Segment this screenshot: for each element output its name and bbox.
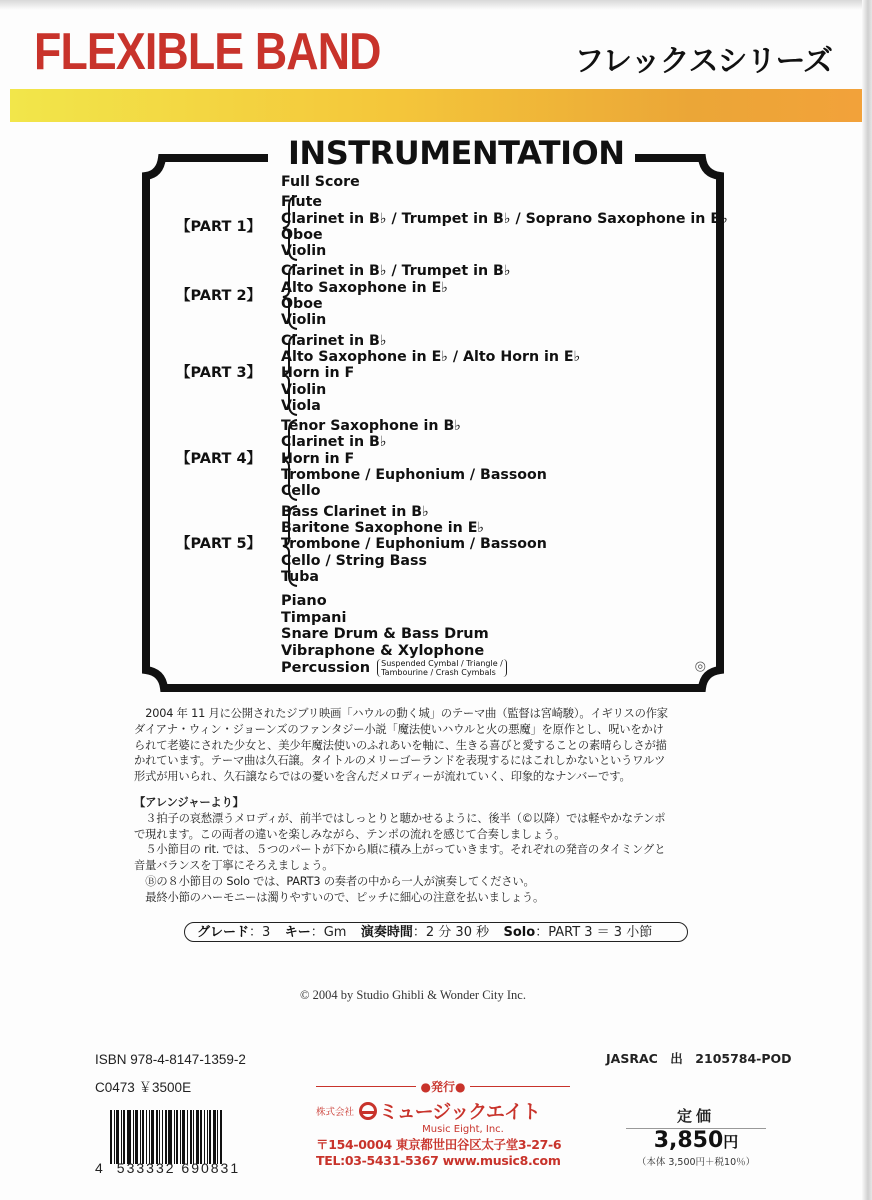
instrument: Trombone / Euphonium / Bassoon (281, 467, 547, 484)
instrumentation-title: INSTRUMENTATION (278, 134, 635, 172)
instrument: Vibraphone & Xylophone (281, 642, 485, 659)
brace-icon (281, 194, 301, 262)
page-right-edge (862, 0, 872, 1200)
description-line: 形式が用いられ、久石譲ならではの憂いを含んだメロディーが流れていく、印象的なナンバーです。 (134, 770, 631, 784)
instrument: Snare Drum & Bass Drum (281, 626, 489, 643)
duration-value: ：2 分 30 秒 (412, 925, 490, 940)
other-instruments (281, 593, 728, 677)
instrumentation-list (176, 174, 728, 678)
description-line: ダイアナ・ウィン・ジョーンズのファンタジー小説「魔法使いハウルと火の悪魔」を原作とし、呪いをかけ (134, 722, 664, 736)
percussion-note (377, 659, 507, 677)
instrument: Trombone / Euphonium / Bassoon (281, 536, 547, 553)
corp-prefix: 株式会社 (316, 1106, 355, 1118)
percussion-note-line1: Suspended Cymbal / Triangle / (381, 659, 503, 669)
instrument: Clarinet in B♭ (281, 434, 387, 451)
double-circle-icon: ◎ (694, 659, 706, 674)
instrument: Horn in F (281, 365, 355, 382)
instrument: Timpani (281, 609, 347, 626)
part-5-group (176, 503, 728, 585)
description (134, 706, 834, 906)
part-1-group (176, 194, 728, 260)
instrument: Horn in F (281, 450, 355, 467)
part-label: 【PART 4】 (176, 450, 262, 467)
price-amount (626, 1129, 766, 1154)
brace-icon (281, 333, 301, 417)
solo-label: Solo (503, 925, 536, 940)
percussion-label: Percussion (281, 660, 371, 677)
arranger-line: ３拍子の哀愁漂うメロディが、前半ではしっとりと聴かせるように、後半（©以降）では軽やかなテンポ (145, 811, 666, 825)
duration-label: 演奏時間 (360, 925, 413, 940)
instrument: Alto Saxophone in E♭ (281, 279, 448, 296)
barcode-digits: 533332 690831 (116, 1160, 241, 1176)
percussion-line (281, 659, 728, 677)
part-2-group (176, 263, 728, 329)
series-title-jp: フレックスシリーズ (574, 44, 832, 79)
solo-value: ：PART 3 ＝ 3 小節 (535, 925, 653, 940)
instrument: Viola (281, 397, 321, 414)
arranger-line: で現れます。この両者の違いを楽しみながら、テンポの流れを感じて合奏しましょう。 (134, 827, 566, 841)
publisher-name-en: Music Eight, Inc. (422, 1124, 504, 1135)
c-code-price: C0473 ￥3500E (95, 1080, 192, 1095)
price-value: 3,850 (653, 1128, 724, 1153)
brace-icon (281, 504, 301, 588)
arranger-line: 最終小節のハーモニーは濁りやすいので、ピッチに細心の注意を払いましょう。 (145, 890, 545, 904)
part-label: 【PART 1】 (176, 218, 262, 235)
copyright-notice: © 2004 by Studio Ghibli & Wonder City Inc. (300, 988, 526, 1002)
brace-icon (281, 418, 301, 502)
music-eight-logo-icon (359, 1102, 377, 1120)
brace-icon (281, 263, 301, 331)
key-label: キー (284, 925, 311, 940)
description-line: 2004 年 11 月に公開されたジブリ映画「ハウルの動く城」のテーマ曲（監督は宮崎駿）。イギリスの作家 (145, 707, 668, 720)
key-value: ：Gm (310, 925, 347, 940)
arranger-line: ５小節目の rit. では、５つのパートが下から順に積み上がっていきます。それぞれの発音のタイミングと (145, 843, 666, 857)
instrument: Clarinet in B♭ / Trumpet in B♭ / Soprano Saxophone in B♭ (281, 210, 728, 227)
instrument: Clarinet in B♭ / Trumpet in B♭ (281, 263, 511, 280)
instrument: Violin (281, 312, 327, 329)
price-unit: 円 (723, 1133, 739, 1151)
instrument: Alto Saxophone in E♭ / Alto Horn in E♭ (281, 348, 581, 365)
header-gradient-stripe (10, 89, 862, 122)
barcode-first-digit: 4 (95, 1160, 105, 1176)
instrument: Bass Clarinet in B♭ (281, 503, 429, 520)
grade-value: ：3 (249, 925, 271, 940)
description-line: られて老婆にされた少女と、美少年魔法使いのふれあいを軸に、生きる喜びと愛することの素晴らしさが描 (134, 738, 667, 752)
price-box (626, 1105, 766, 1168)
arranger-line: 音量バランスを丁寧にそろえましょう。 (134, 859, 334, 873)
instrument: Piano (281, 593, 327, 610)
grade-label: グレード (197, 925, 250, 940)
jasrac-code: JASRAC 出 2105784-POD (606, 1051, 792, 1066)
publisher-name (316, 1097, 570, 1124)
price-label: 定価 (626, 1105, 766, 1129)
description-line: かれています。テーマ曲は久石譲。タイトルのメリーゴーランドを表現するにはこれしかないというワルツ (134, 754, 666, 768)
price-breakdown: （本体 3,500円＋税10％） (636, 1157, 756, 1168)
instrument: Oboe (281, 226, 323, 243)
instrumentation-frame (140, 134, 728, 694)
score-info-pill (184, 922, 688, 942)
arranger-heading: 【アレンジャーより】 (134, 795, 244, 809)
issued-label: ●発行● (420, 1080, 466, 1094)
publisher-block (316, 1078, 570, 1168)
instrument: Tenor Saxophone in B♭ (281, 418, 461, 435)
instrument: Oboe (281, 296, 323, 313)
publisher-name-jp: ミュージックエイト (379, 1101, 540, 1123)
brand-title: FLEXIBLE BAND (34, 23, 381, 81)
part-label: 【PART 3】 (176, 365, 262, 382)
instrument: Violin (281, 381, 327, 398)
barcode-number (95, 1160, 240, 1176)
part-label: 【PART 5】 (176, 536, 262, 553)
instrument: Cello / String Bass (281, 552, 427, 569)
page-top-shadow (0, 0, 872, 10)
isbn: ISBN 978-4-8147-1359-2 (95, 1052, 246, 1067)
barcode (110, 1110, 224, 1164)
instrument: Violin (281, 243, 327, 260)
part-3-group (176, 332, 728, 414)
instrument: Tuba (281, 568, 319, 585)
part-4-group (176, 418, 728, 500)
issued-by (316, 1078, 570, 1095)
part-label: 【PART 2】 (176, 287, 262, 304)
instrument: Cello (281, 483, 321, 500)
instrument: Clarinet in B♭ (281, 332, 387, 349)
publisher-address: 〒154-0004 東京都世田谷区太子堂3-27-6 (316, 1137, 562, 1152)
arranger-line: Ⓑの８小節目の Solo では、PART3 の奏者の中から一人が演奏してください。 (145, 874, 535, 888)
full-score: Full Score (281, 174, 360, 190)
instrument: Flute (281, 194, 323, 211)
percussion-note-line2: Tambourine / Crash Cymbals (381, 668, 496, 678)
instrument: Baritone Saxophone in E♭ (281, 519, 485, 536)
publisher-contact: TEL:03-5431-5367 www.music8.com (316, 1153, 561, 1168)
